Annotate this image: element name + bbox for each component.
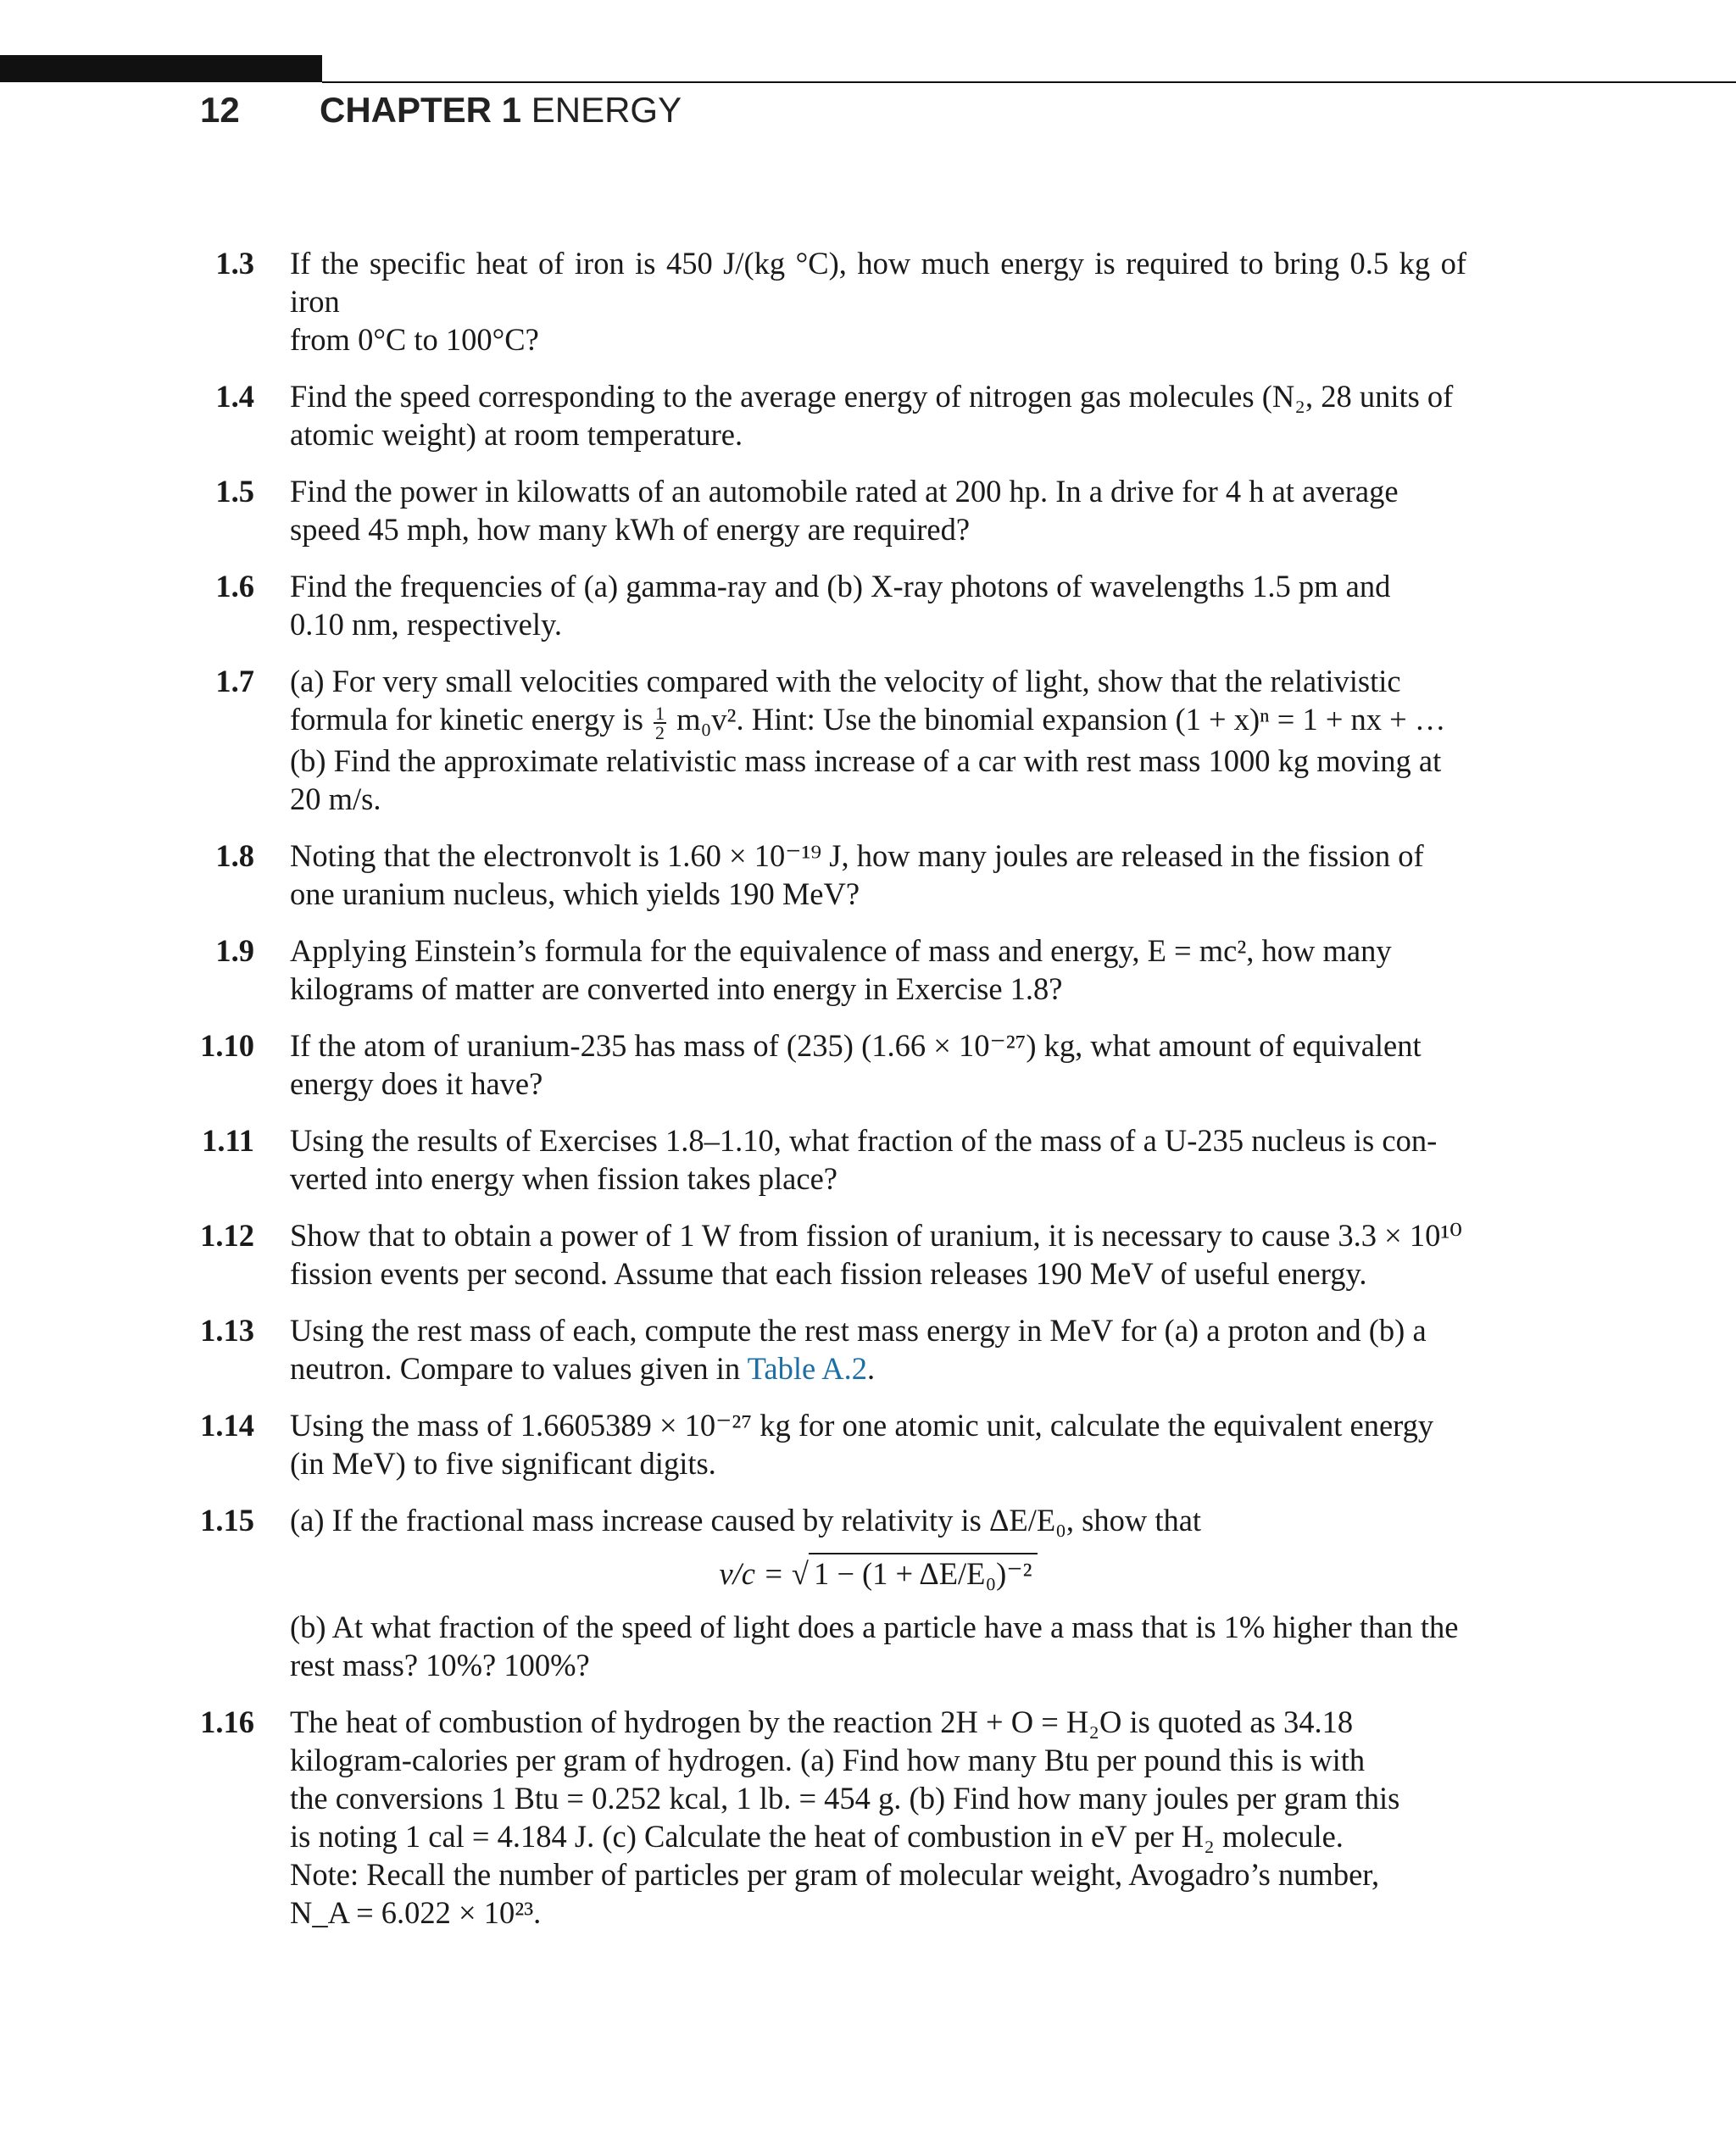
exercise-text: Show that to obtain a power of 1 W from fission of uranium, it is necessary to cause 3.3 × 10¹⁰ fission events per second. Assume that each fission releases 190 MeV of useful energy.: [290, 1217, 1462, 1291]
exercise-number: 1.5: [215, 474, 254, 509]
exercise-1-9: [0, 931, 1736, 1008]
page-number: 12: [200, 90, 240, 130]
exercise-number: 1.14: [200, 1407, 254, 1443]
exercise-1-13: [0, 1311, 1736, 1387]
exercise-number: 1.3: [215, 246, 254, 281]
exercise-1-11: [0, 1121, 1736, 1198]
exercise-number: 1.15: [200, 1502, 254, 1538]
exercise-text: (a) If the fractional mass increase caused by relativity is ΔE/E₀, show that v/c = √ 1 − (1 + ΔE/E₀)⁻² (b) At what fraction of the speed of light does a particle have a mass that is 1% higher than the rest mass? 10%? 100%?: [290, 1501, 1466, 1684]
exercise-number: 1.8: [215, 837, 254, 873]
exercise-1-14: [0, 1406, 1736, 1482]
header-rule: [322, 81, 1736, 83]
header-bar: [0, 55, 322, 82]
chapter-name: ENERGY: [531, 90, 682, 130]
exercise-text: Using the results of Exercises 1.8–1.10, what fraction of the mass of a U-235 nucleus is con- verted into energy when fission takes place?: [290, 1122, 1438, 1196]
exercise-text: Find the power in kilowatts of an automobile rated at 200 hp. In a drive for 4 h at average speed 45 mph, how many kWh of energy are required?: [290, 474, 1399, 547]
exercise-list: [0, 244, 1736, 1950]
exercise-number: 1.13: [200, 1312, 254, 1348]
exercise-number: 1.16: [200, 1704, 254, 1739]
square-root: √ 1 − (1 + ΔE/E₀)⁻²: [792, 1554, 1038, 1593]
exercise-number: 1.7: [215, 664, 254, 698]
exercise-text: The heat of combustion of hydrogen by the reaction 2H + O = H₂O is quoted as 34.18 kilogram-calories per gram of hydrogen. (a) Find how many Btu per pound this is with the conversions 1 Btu = 0.252 kcal, 1 lb. = 454 g. (b) Find how many joules per gram this is noting 1 cal = 4.184 J. (c) Calculate the heat of combustion in eV per H₂ molecule. Note: Recall the number of particles per gram of molecular weight, Avogadro’s number, N_A = 6.022 × 10²³.: [290, 1704, 1400, 1930]
exercise-number: 1.11: [202, 1122, 254, 1158]
exercise-1-3: [0, 244, 1736, 359]
chapter-title: [320, 90, 682, 131]
exercise-text: Applying Einstein’s formula for the equivalence of mass and energy, E = mc², how many kilograms of matter are converted into energy in Exercise 1.8?: [290, 932, 1392, 1006]
exercise-1-15: [0, 1501, 1736, 1684]
exercise-1-16: [0, 1703, 1736, 1932]
exercise-1-5: [0, 472, 1736, 548]
chapter-label: CHAPTER 1: [320, 90, 522, 130]
fraction-one-half: $\frac{1}{2}$: [655, 702, 665, 743]
exercise-number: 1.6: [215, 569, 254, 603]
exercise-text: If the atom of uranium-235 has mass of (235) (1.66 × 10⁻²⁷) kg, what amount of equivalent energy does it have?: [290, 1027, 1422, 1101]
exercise-text: Using the rest mass of each, compute the rest mass energy in MeV for (a) a proton and (b) a neutron. Compare to values given in Table A.2.: [290, 1312, 1427, 1386]
velocity-equation: v/c = √ 1 − (1 + ΔE/E₀)⁻²: [290, 1554, 1466, 1593]
exercise-text: Using the mass of 1.6605389 × 10⁻²⁷ kg for one atomic unit, calculate the equivalent energy (in MeV) to five significant digits.: [290, 1407, 1434, 1481]
exercise-number: 1.9: [215, 932, 254, 968]
exercise-number: 1.10: [200, 1027, 254, 1063]
exercise-text: If the specific heat of iron is 450 J/(kg °C), how much energy is required to bring 0.5 kg of iron from 0°C to 100°C?: [290, 246, 1466, 357]
exercise-1-7: [0, 662, 1736, 818]
exercise-text: (a) For very small velocities compared with the velocity of light, show that the relativistic formula for kinetic energy is $\frac{1}{2}$ m₀v². Hint: Use the binomial expansion (1 + x)ⁿ = 1 + nx + … (b) Find the approximate relativistic mass increase of a car with rest mass 1000 kg moving at 20 m/s.: [290, 664, 1446, 816]
exercise-text: Find the speed corresponding to the average energy of nitrogen gas molecules (N₂, 28 units of atomic weight) at room temperature.: [290, 379, 1454, 452]
table-a2-link[interactable]: Table A.2: [747, 1350, 868, 1386]
exercise-number: 1.12: [200, 1217, 254, 1253]
exercise-text: Find the frequencies of (a) gamma-ray and (b) X-ray photons of wavelengths 1.5 pm and 0.10 nm, respectively.: [290, 569, 1391, 642]
exercise-1-6: [0, 567, 1736, 643]
exercise-1-10: [0, 1026, 1736, 1103]
exercise-1-4: [0, 377, 1736, 453]
exercise-text: Noting that the electronvolt is 1.60 × 10⁻¹⁹ J, how many joules are released in the fission of one uranium nucleus, which yields 190 MeV?: [290, 837, 1424, 911]
exercise-1-8: [0, 837, 1736, 913]
exercise-number: 1.4: [215, 379, 254, 414]
exercise-1-12: [0, 1216, 1736, 1293]
